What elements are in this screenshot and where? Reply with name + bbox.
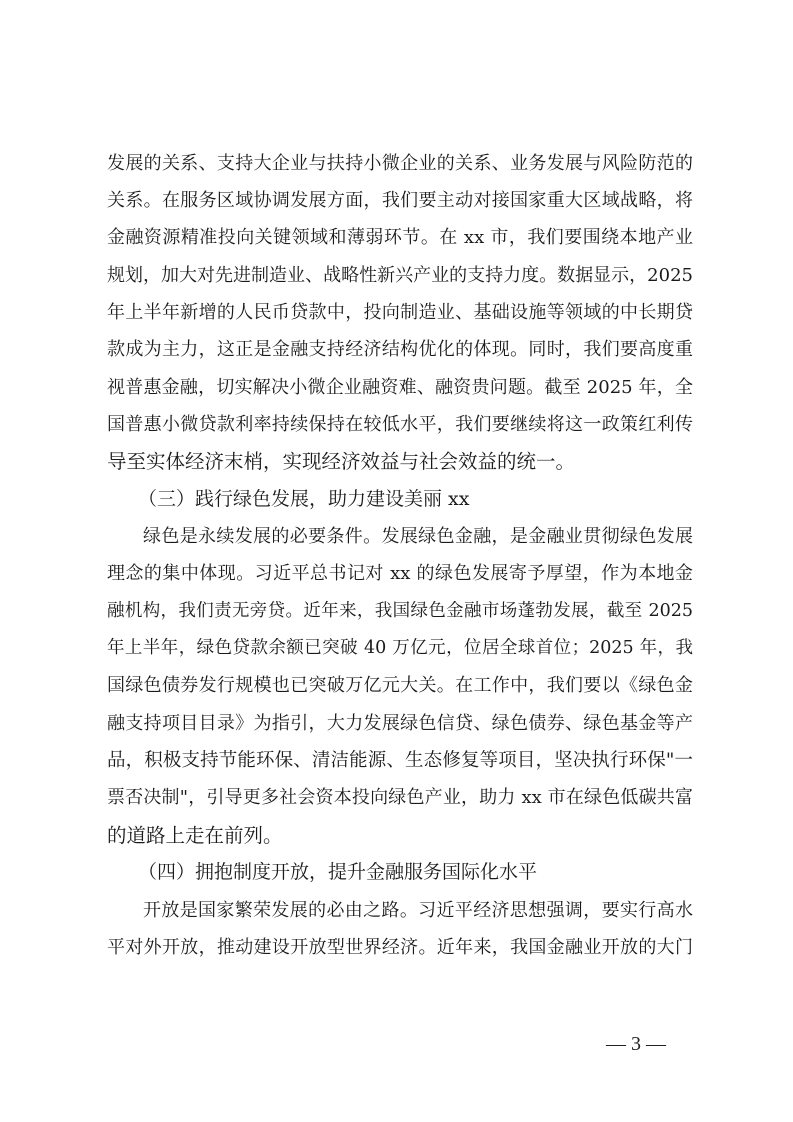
paragraph1-line: 关系。在服务区域协调发展方面，我们要主动对接国家重大区域战略，将 [107, 190, 693, 211]
paragraph1-line: 导至实体经济末梢，实现经济效益与社会效益的统一。 [107, 450, 576, 473]
paragraph2-line: 品，积极支持节能环保、清洁能源、生态修复等项目，坚决执行环保"一 [107, 750, 693, 771]
paragraph2-line: 融支持项目目录》为指引，大力发展绿色信贷、绿色债券、绿色基金等产 [107, 713, 693, 734]
paragraph1-line: 金融资源精准投向关键领域和薄弱环节。在 xx 市，我们要围绕本地产业 [107, 227, 693, 248]
paragraph1-line: 发展的关系、支持大企业与扶持小微企业的关系、业务发展与风险防范的 [107, 153, 693, 174]
paragraph2-line: 融机构，我们责无旁贷。近年来，我国绿色金融市场蓬勃发展，截至 2025 [107, 601, 693, 621]
paragraph1-line: 年上半年新增的人民币贷款中，投向制造业、基础设施等领域的中长期贷 [107, 302, 693, 323]
paragraph2-line: 绿色是永续发展的必要条件。发展绿色金融，是金融业贯彻绿色发展 [143, 526, 693, 547]
paragraph2-line: 的道路上走在前列。 [107, 824, 283, 847]
paragraph1-line: 视普惠金融，切实解决小微企业融资难、融资贵问题。截至 2025 年，全 [107, 377, 693, 398]
paragraph2-line: 国绿色债券发行规模也已突破万亿元大关。在工作中，我们要以《绿色金 [107, 675, 693, 696]
page-number: — 3 — [606, 1033, 666, 1055]
paragraph2-line: 票否决制"，引导更多社会资本投向绿色产业，助力 xx 市在绿色低碳共富 [107, 787, 693, 808]
paragraph2-line: 理念的集中体现。习近平总书记对 xx 的绿色发展寄予厚望，作为本地金 [107, 563, 693, 584]
section-heading-3: （三）践行绿色发展，助力建设美丽 xx [138, 488, 470, 510]
paragraph1-line: 规划，加大对先进制造业、战略性新兴产业的支持力度。数据显示，2025 [107, 265, 693, 286]
paragraph3-line: 开放是国家繁荣发展的必由之路。习近平经济思想强调，要实行高水 [143, 900, 693, 921]
paragraph3-line: 平对外开放，推动建设开放型世界经济。近年来，我国金融业开放的大门 [107, 937, 693, 958]
paragraph1-line: 国普惠小微贷款利率持续保持在较低水平，我们要继续将这一政策红利传 [107, 414, 693, 435]
section-heading-4: （四）拥抱制度开放，提升金融服务国际化水平 [138, 861, 538, 883]
paragraph2-line: 年上半年，绿色贷款余额已突破 40 万亿元，位居全球首位；2025 年，我 [107, 638, 693, 658]
paragraph1-line: 款成为主力，这正是金融支持经济结构优化的体现。同时，我们要高度重 [107, 339, 693, 360]
